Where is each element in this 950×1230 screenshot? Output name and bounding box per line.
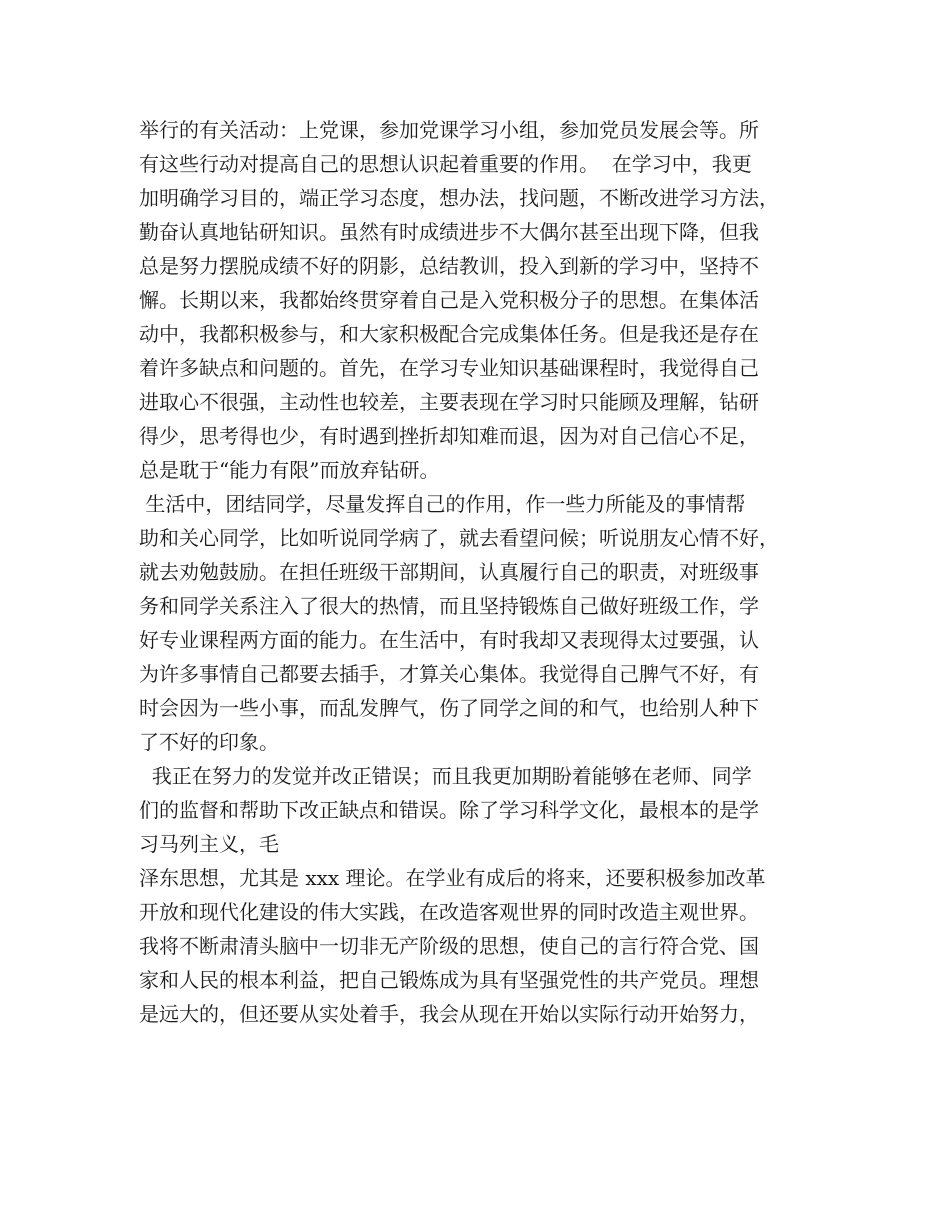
text-line: 加明确学习目的，端正学习态度，想办法，找问题，不断改进学习方法， (139, 186, 779, 210)
text-line: 泽东思想，尤其是 xxx 理论。在学业有成后的将来，还要积极参加改革 (139, 866, 766, 890)
text-line: 好专业课程两方面的能力。在生活中，有时我却又表现得太过要强，认 (139, 628, 759, 652)
text-line: 家和人民的根本利益，把自己锻炼成为具有坚强党性的共产党员。理想 (139, 968, 759, 992)
text-line: 时会因为一些小事，而乱发脾气，伤了同学之间的和气，也给别人种下 (139, 696, 759, 720)
text-line: 助和关心同学，比如听说同学病了，就去看望问候；听说朋友心情不好， (139, 526, 779, 550)
text-line: 着许多缺点和问题的。首先，在学习专业知识基础课程时，我觉得自己 (139, 356, 759, 380)
body-text (139, 113, 829, 1031)
text-line: 总是努力摆脱成绩不好的阴影，总结教训，投入到新的学习中，坚持不 (139, 254, 759, 278)
text-line: 勤奋认真地钻研知识。虽然有时成绩进步不大偶尔甚至出现下降，但我 (139, 220, 759, 244)
text-line: 进取心不很强，主动性也较差，主要表现在学习时只能顾及理解，钻研 (139, 390, 759, 414)
text-line: 务和同学关系注入了很大的热情，而且坚持锻炼自己做好班级工作，学 (139, 594, 759, 618)
text-line: 习马列主义，毛 (139, 832, 279, 856)
text-line: 懈。长期以来，我都始终贯穿着自己是入党积极分子的思想。在集体活 (139, 288, 759, 312)
text-line: 总是耽于“能力有限”而放弃钻研。 (139, 458, 440, 482)
text-line: 我正在努力的发觉并改正错误；而且我更加期盼着能够在老师、同学 (139, 764, 752, 788)
text-line: 为许多事情自己都要去插手，才算关心集体。我觉得自己脾气不好，有 (139, 662, 759, 686)
text-line: 是远大的，但还要从实处着手，我会从现在开始以实际行动开始努力， (139, 1002, 759, 1026)
text-line: 就去劝勉鼓励。在担任班级干部期间，认真履行自己的职责，对班级事 (139, 560, 759, 584)
text-line: 们的监督和帮助下改正缺点和错误。除了学习科学文化，最根本的是学 (139, 798, 759, 822)
text-line: 开放和现代化建设的伟大实践，在改造客观世界的同时改造主观世界。 (139, 900, 759, 924)
text-line: 我将不断肃清头脑中一切非无产阶级的思想，使自己的言行符合党、国 (139, 934, 759, 958)
text-line: 了不好的印象。 (139, 730, 279, 754)
text-line: 动中，我都积极参与，和大家积极配合完成集体任务。但是我还是存在 (139, 322, 759, 346)
text-line: 举行的有关活动：上党课，参加党课学习小组，参加党员发展会等。所 (139, 118, 759, 142)
text-line: 得少，思考得也少，有时遇到挫折却知难而退，因为对自己信心不足， (139, 424, 759, 448)
text-line: 生活中，团结同学，尽量发挥自己的作用，作一些力所能及的事情帮 (139, 492, 746, 516)
text-line: 有这些行动对提高自己的思想认识起着重要的作用。 在学习中，我更 (139, 152, 752, 176)
